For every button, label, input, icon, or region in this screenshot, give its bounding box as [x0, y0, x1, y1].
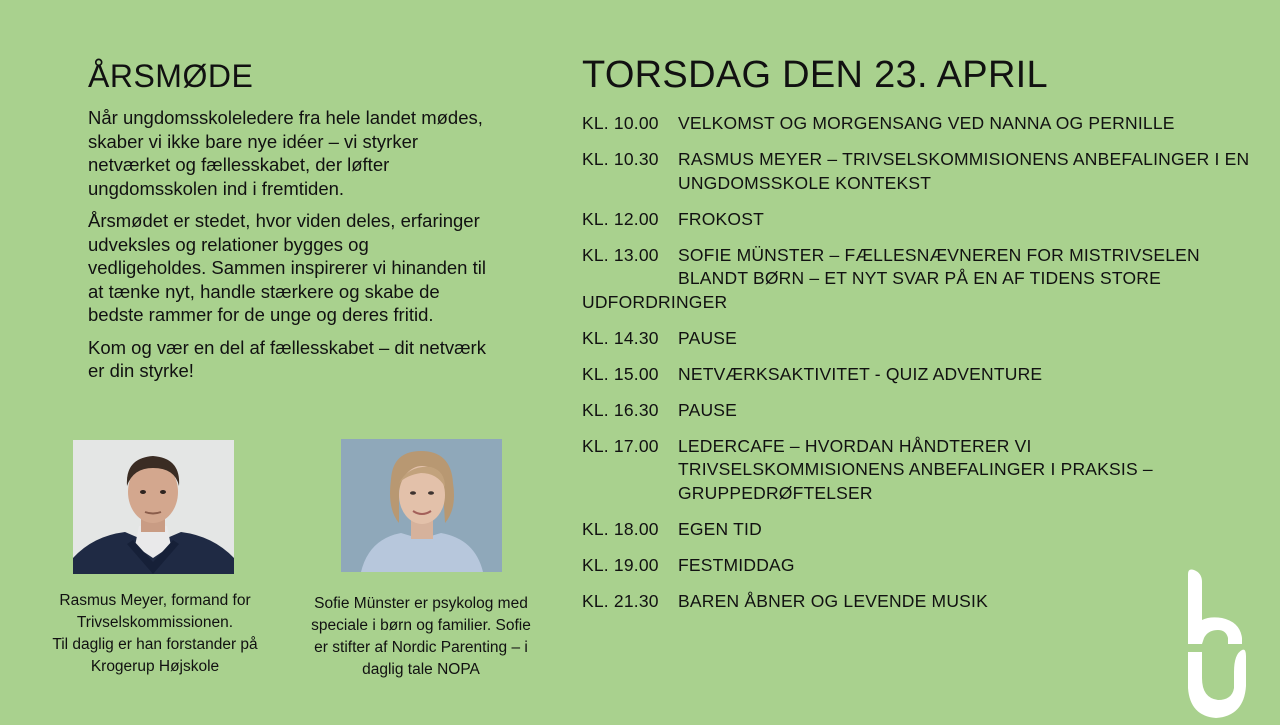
agenda-time: KL. 18.00: [582, 518, 659, 539]
caption-line: Til daglig er han forstander på: [52, 636, 258, 653]
agenda-text: PAUSE: [678, 327, 738, 348]
agenda-text: BAREN ÅBNER OG LEVENDE MUSIK: [678, 590, 988, 611]
agenda-item: [582, 590, 1262, 614]
agenda-text-continuation: UDFORDRINGER: [582, 291, 728, 312]
agenda-time: KL. 17.00: [582, 435, 659, 456]
agenda-time: KL. 13.00: [582, 244, 659, 265]
agenda-text: PAUSE: [678, 399, 738, 420]
caption-line: Sofie Münster er psykolog med: [314, 595, 528, 612]
caption-line: daglig tale NOPA: [362, 661, 480, 678]
agenda-text: EGEN TID: [678, 518, 762, 539]
intro-paragraph: Når ungdomsskoleledere fra hele landet mødes, skaber vi ikke bare nye idéer – vi styrker netværket og fællesskabet, der løfter ungdomsskolen ind i fremtiden.: [88, 107, 483, 199]
agenda-time: KL. 15.00: [582, 363, 659, 384]
agenda-time: KL. 10.00: [582, 113, 659, 133]
agenda-text: LEDERCAFE – HVORDAN HÅNDTERER VI TRIVSELSKOMMISIONENS ANBEFALINGER I PRAKSIS – GRUPPEDRØFTELSER: [678, 435, 1153, 503]
sofie-munster-photo: [341, 439, 502, 572]
intro-paragraph: Årsmødet er stedet, hvor viden deles, erfaringer udveksles og relationer bygges og vedligeholdes. Sammen inspirerer vi hinanden til at tænke nyt, handle stærkere og skabe de bedste rammer for de unge og deres fritid.: [88, 210, 486, 325]
agenda-item: [582, 554, 1262, 578]
agenda-time: KL. 19.00: [582, 554, 659, 575]
agenda-text: VELKOMST OG MORGENSANG VED NANNA OG PERNILLE: [678, 113, 1175, 133]
agenda-text: FROKOST: [678, 208, 764, 229]
agenda-time: KL. 21.30: [582, 590, 659, 611]
caption-line: er stifter af Nordic Parenting – i: [314, 639, 528, 656]
page-title: ÅRSMØDE: [88, 58, 254, 94]
caption-line: Rasmus Meyer, formand for: [59, 592, 251, 609]
agenda-item: [582, 244, 1262, 315]
intro-text: [88, 106, 488, 392]
rasmus-meyer-photo: [73, 440, 234, 574]
agenda-item: [582, 399, 1262, 423]
lu-logo-icon: [1180, 568, 1252, 720]
agenda-time: KL. 12.00: [582, 208, 659, 229]
agenda-item: [582, 208, 1262, 232]
caption-line: Trivselskommissionen.: [76, 614, 234, 631]
agenda-item: [582, 435, 1262, 506]
rasmus-meyer-caption: [30, 590, 280, 678]
agenda-item: [582, 363, 1262, 387]
agenda-text: FESTMIDDAG: [678, 554, 795, 575]
agenda-list: [582, 112, 1262, 626]
caption-line: speciale i børn og familier. Sofie: [311, 617, 531, 634]
agenda-time: KL. 14.30: [582, 327, 659, 348]
agenda-time: KL. 10.30: [582, 149, 659, 169]
agenda-item: [582, 112, 1262, 136]
agenda-text: SOFIE MÜNSTER – FÆLLESNÆVNEREN FOR MISTRIVSELEN BLANDT BØRN – ET NYT SVAR PÅ EN AF TIDENS STORE: [678, 244, 1200, 288]
agenda-item: [582, 148, 1262, 195]
agenda-text: RASMUS MEYER – TRIVSELSKOMMISIONENS ANBEFALINGER I EN UNGDOMSSKOLE KONTEKST: [678, 149, 1250, 193]
agenda-text: NETVÆRKSAKTIVITET - QUIZ ADVENTURE: [678, 363, 1043, 384]
agenda-time: KL. 16.30: [582, 399, 659, 420]
agenda-item: [582, 518, 1262, 542]
agenda-item: [582, 327, 1262, 351]
agenda-title: TORSDAG DEN 23. APRIL: [582, 54, 1048, 96]
intro-paragraph: Kom og vær en del af fællesskabet – dit netværk er din styrke!: [88, 336, 486, 381]
sofie-munster-caption: [292, 593, 550, 681]
caption-line: Krogerup Højskole: [90, 658, 220, 675]
